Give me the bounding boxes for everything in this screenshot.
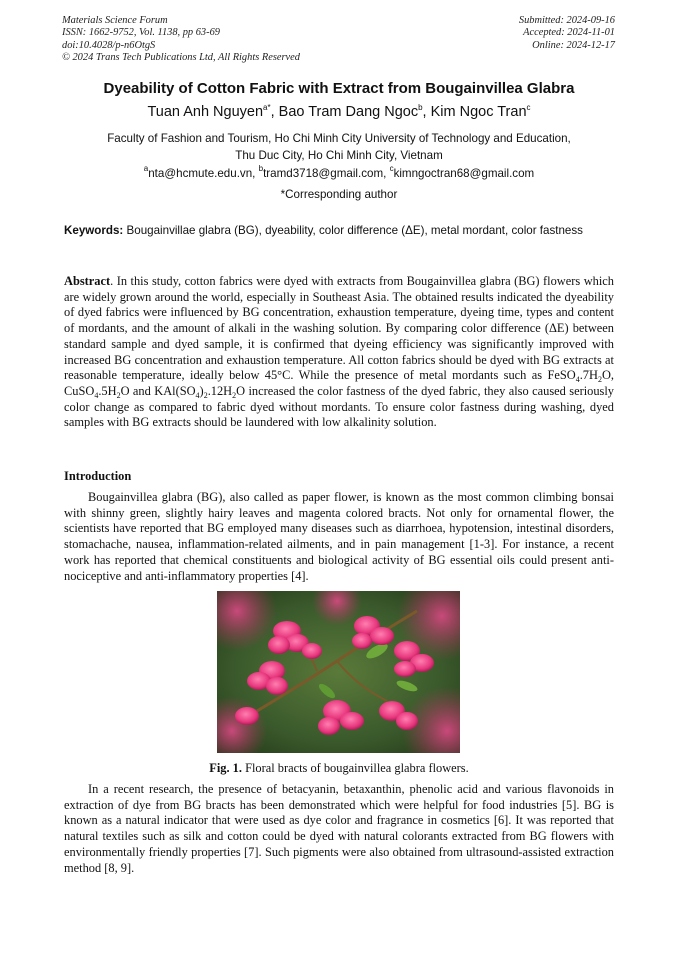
date-accepted: Accepted: 2024-11-01 — [523, 27, 615, 39]
email-separator: , — [383, 167, 390, 180]
abstract-text: .12H — [207, 383, 233, 398]
abstract-text: O and KAl(SO — [120, 383, 196, 398]
subscript: 2 — [232, 390, 237, 400]
intro-paragraph-2: In a recent research, the presence of betacyanin, betaxanthin, phenolic acid and various flavonoids in extraction of dye from BG bracts has been demonstrated which were helpful for food industries [5]. BG is known as a natural indicator that were used as dye color and fragrance in cosmetics [6]. It was reported that natural textiles such as silk and cotton could be dyed with natural colorants extracted from BG flowers with environmentally friendly properties [7]. Such pigments were also obtained from ultrasound-assisted extraction method [8, 9]. — [64, 782, 614, 875]
journal-copyright: © 2024 Trans Tech Publications Ltd, All Rights Reserved — [62, 52, 300, 64]
journal-header-right — [519, 15, 615, 52]
subscript: 2 — [203, 390, 208, 400]
affiliation-line-2: Thu Duc City, Ho Chi Minh City, Vietnam — [235, 149, 443, 162]
bougainvillea-photo-graphic — [217, 591, 460, 753]
author-list — [0, 104, 678, 120]
subscript: 4 — [575, 375, 580, 385]
keywords — [64, 224, 614, 238]
figure-label: Fig. 1. — [209, 761, 242, 775]
author-affil-mark: c — [526, 103, 531, 112]
date-submitted: Submitted: 2024-09-16 — [518, 15, 615, 26]
author-name: Bao Tram Dang Ngoc — [278, 104, 419, 120]
author-affil-mark: b — [418, 103, 423, 112]
journal-doi: doi:10.4028/p-n6OtgS — [62, 39, 156, 51]
subscript: 2 — [116, 390, 121, 400]
author-emails — [0, 164, 678, 180]
abstract-text: .5H — [98, 383, 117, 398]
email-mark: a — [143, 164, 149, 173]
keywords-text: Bougainvillae glabra (BG), dyeability, color difference (ΔE), metal mordant, color fastness — [126, 224, 583, 237]
abstract-text: O increased the color fastness of the dyed fabric, they also caused seriously color change as compared to fabric dyed without mordants. To ensure color fastness during washing, dyed samples with BG extracts should be laundered with low alkalinity solution. — [64, 383, 614, 430]
author-name: Tuan Anh Nguyen — [147, 104, 264, 120]
email-mark: c — [389, 164, 394, 173]
abstract-text: .7H — [579, 368, 598, 383]
email-mark: b — [258, 164, 264, 173]
affiliation — [0, 130, 678, 164]
abstract-text: ) — [199, 383, 204, 398]
corresponding-author-note: *Corresponding author — [280, 188, 398, 201]
abstract-text: . In this study, cotton fabrics were dyed with extracts from Bougainvillea glabra (BG) flowers which are widely grown around the world, especially in Southeast Asia. The obtained results indicated the dyeability of dyed fabrics were influenced by BG concentration, exhaustion temperature, dyeing time, types and content of mordants, and the amount of alkali in the washing solution. By comparing color difference (ΔE) between standard sample and dyed sample, it is confirmed that dyeing efficiency was significantly improved with increased BG concentration and exhaustion temperature. All cotton fabrics should be dyed with BG extracts at reasonable temperature, ideally below 45°C. While the presence of metal mordants such as FeSO — [64, 274, 614, 383]
abstract-label: Abstract — [64, 274, 111, 288]
author-separator: , — [270, 104, 279, 120]
journal-name: Materials Science Forum — [62, 15, 168, 26]
email-separator: , — [252, 167, 259, 180]
section-heading-introduction: Introduction — [64, 469, 132, 483]
subscript: 2 — [597, 375, 602, 385]
paper-title: Dyeability of Cotton Fabric with Extract from Bougainvillea Glabra — [103, 80, 575, 97]
subscript: 4 — [94, 390, 99, 400]
author-affil-mark: a* — [263, 103, 271, 112]
author-name: Kim Ngoc Tran — [430, 104, 527, 120]
abstract-text: O, CuSO — [64, 368, 614, 398]
intro-paragraph-1: Bougainvillea glabra (BG), also called as paper flower, is known as the most common climbing bonsai with shinny green, slightly hairy leaves and magenta colored bracts. Not only for ornamental flower, the scientists have reported that BG employed many diseases such as diarrhoea, hypotension, intestinal disorders, stomachache, nausea, inflammation-related ailments, and in pain management [1-3]. For instance, a recent work has reported that chemical constituents and biological activity of BG essential oils could present anti-nociceptive and anti-inflammatory properties [4]. — [64, 490, 614, 583]
affiliation-line-1: Faculty of Fashion and Tourism, Ho Chi Minh City University of Technology and Education, — [107, 132, 571, 145]
email-link[interactable]: kimngoctran68@gmail.com — [393, 167, 535, 180]
journal-issn: ISSN: 1662-9752, Vol. 1138, pp 63-69 — [62, 27, 220, 39]
figure-caption — [0, 761, 678, 776]
subscript: 4 — [195, 390, 200, 400]
keywords-label: Keywords: — [64, 224, 124, 237]
email-link[interactable]: tramd3718@gmail.com — [263, 167, 384, 180]
figure-caption-text: Floral bracts of bougainvillea glabra flowers. — [241, 761, 469, 775]
email-link[interactable]: nta@hcmute.edu.vn — [148, 167, 253, 180]
date-online: Online: 2024-12-17 — [532, 39, 615, 51]
journal-header-left — [62, 15, 300, 65]
author-separator: , — [422, 104, 431, 120]
figure-bougainvillea-photo — [217, 591, 460, 753]
abstract — [64, 274, 614, 431]
